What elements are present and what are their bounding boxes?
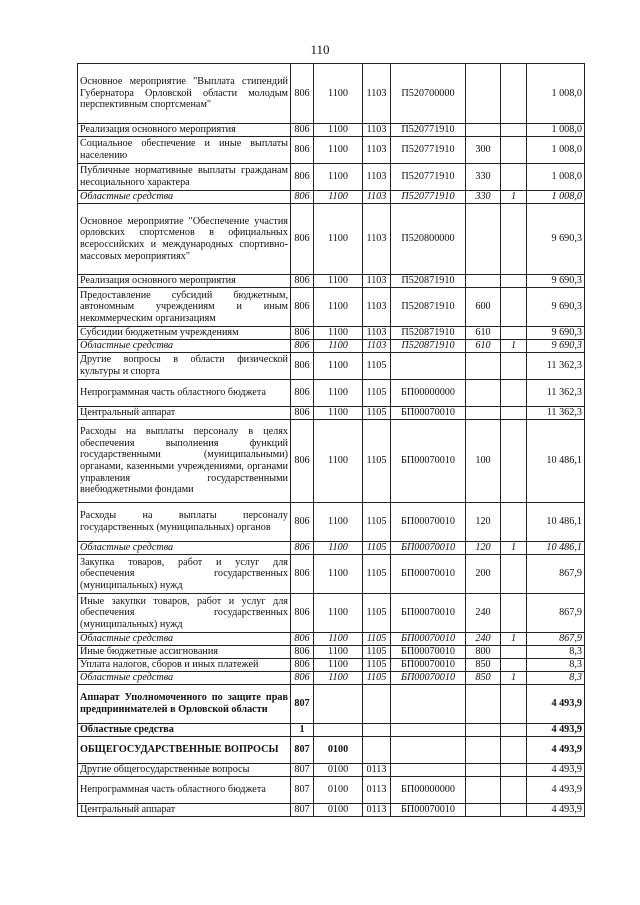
table-row	[78, 555, 585, 594]
table-row	[78, 685, 585, 724]
row-expense-type: 800	[466, 646, 501, 659]
row-section: 1100	[314, 659, 363, 672]
row-target-article: БП00070010	[391, 594, 466, 633]
row-expense-type: 330	[466, 191, 501, 204]
row-funding-source	[501, 288, 527, 327]
row-grbs: 806	[291, 594, 314, 633]
row-grbs: 806	[291, 124, 314, 137]
row-funding-source	[501, 659, 527, 672]
table-row	[78, 164, 585, 191]
row-grbs: 1	[291, 724, 314, 737]
row-amount: 1 008,0	[527, 64, 585, 124]
row-section: 1100	[314, 503, 363, 542]
row-grbs: 807	[291, 777, 314, 804]
row-funding-source	[501, 503, 527, 542]
row-expense-type	[466, 353, 501, 380]
row-name: Основное мероприятие "Выплата стипендий Губернатора Орловской области молодым перспективным спортсменам"	[78, 64, 291, 124]
row-funding-source	[501, 407, 527, 420]
row-funding-source	[501, 380, 527, 407]
row-grbs: 806	[291, 672, 314, 685]
row-grbs: 806	[291, 353, 314, 380]
row-grbs: 806	[291, 542, 314, 555]
row-name: Иные закупки товаров, работ и услуг для обеспечения государственных (муниципальных) нужд	[78, 594, 291, 633]
row-grbs: 806	[291, 380, 314, 407]
row-amount: 1 008,0	[527, 137, 585, 164]
row-target-article: БП00070010	[391, 672, 466, 685]
row-subsection: 1103	[363, 191, 391, 204]
row-target-article: П520700000	[391, 64, 466, 124]
row-expense-type: 240	[466, 594, 501, 633]
row-name: Расходы на выплаты персоналу государственных (муниципальных) органов	[78, 503, 291, 542]
row-expense-type: 850	[466, 672, 501, 685]
row-amount: 4 493,9	[527, 685, 585, 724]
row-name: Центральный аппарат	[78, 407, 291, 420]
row-expense-type: 600	[466, 288, 501, 327]
row-amount: 8,3	[527, 646, 585, 659]
row-name: Непрограммная часть областного бюджета	[78, 380, 291, 407]
row-funding-source: 1	[501, 542, 527, 555]
table-row	[78, 380, 585, 407]
row-section: 1100	[314, 542, 363, 555]
row-name: Иные бюджетные ассигнования	[78, 646, 291, 659]
row-name: Аппарат Уполномоченного по защите прав предпринимателей в Орловской области	[78, 685, 291, 724]
row-target-article	[391, 353, 466, 380]
row-target-article: П520871910	[391, 340, 466, 353]
row-subsection: 1103	[363, 204, 391, 275]
row-grbs: 806	[291, 633, 314, 646]
row-subsection: 1103	[363, 164, 391, 191]
row-target-article	[391, 764, 466, 777]
row-grbs: 807	[291, 764, 314, 777]
row-amount: 9 690,3	[527, 327, 585, 340]
row-amount: 4 493,9	[527, 737, 585, 764]
row-target-article	[391, 737, 466, 764]
row-section: 1100	[314, 204, 363, 275]
row-subsection: 1105	[363, 646, 391, 659]
row-name: Другие общегосударственные вопросы	[78, 764, 291, 777]
row-grbs: 807	[291, 804, 314, 817]
row-amount: 4 493,9	[527, 764, 585, 777]
row-grbs: 807	[291, 737, 314, 764]
row-grbs: 806	[291, 503, 314, 542]
row-subsection: 1105	[363, 633, 391, 646]
budget-table	[77, 63, 585, 817]
row-target-article: П520871910	[391, 327, 466, 340]
row-amount: 867,9	[527, 555, 585, 594]
row-name: Расходы на выплаты персоналу в целях обеспечения выполнения функций государственными (муниципальными) органами, казенными учреждениями, органами управления государственными внебюджетными фондами	[78, 420, 291, 503]
row-expense-type	[466, 764, 501, 777]
row-name: Реализация основного мероприятия	[78, 275, 291, 288]
row-grbs: 806	[291, 327, 314, 340]
row-name: Областные средства	[78, 724, 291, 737]
row-expense-type: 120	[466, 542, 501, 555]
row-amount: 11 362,3	[527, 380, 585, 407]
row-funding-source	[501, 124, 527, 137]
row-expense-type: 120	[466, 503, 501, 542]
row-funding-source	[501, 64, 527, 124]
row-amount: 10 486,1	[527, 503, 585, 542]
row-target-article	[391, 685, 466, 724]
row-funding-source	[501, 137, 527, 164]
row-section: 1100	[314, 594, 363, 633]
row-section: 1100	[314, 380, 363, 407]
row-grbs: 806	[291, 340, 314, 353]
table-row	[78, 340, 585, 353]
row-section: 1100	[314, 353, 363, 380]
row-subsection: 1103	[363, 124, 391, 137]
row-funding-source	[501, 164, 527, 191]
row-funding-source	[501, 555, 527, 594]
row-section: 1100	[314, 288, 363, 327]
row-expense-type	[466, 64, 501, 124]
row-funding-source	[501, 804, 527, 817]
row-subsection	[363, 685, 391, 724]
row-name: Центральный аппарат	[78, 804, 291, 817]
row-target-article	[391, 724, 466, 737]
row-expense-type: 300	[466, 137, 501, 164]
row-grbs: 806	[291, 407, 314, 420]
table-row	[78, 646, 585, 659]
row-amount: 1 008,0	[527, 164, 585, 191]
row-amount: 4 493,9	[527, 804, 585, 817]
row-target-article: БП00070010	[391, 503, 466, 542]
row-name: Реализация основного мероприятия	[78, 124, 291, 137]
row-subsection: 1103	[363, 275, 391, 288]
row-target-article: БП00070010	[391, 420, 466, 503]
row-name: Основное мероприятие "Обеспечение участия орловских спортсменов в официальных всероссийских и международных спортивно-массовых мероприятиях"	[78, 204, 291, 275]
row-name: Другие вопросы в области физической культуры и спорта	[78, 353, 291, 380]
row-funding-source	[501, 646, 527, 659]
row-expense-type: 200	[466, 555, 501, 594]
row-section: 1100	[314, 672, 363, 685]
row-subsection: 1103	[363, 64, 391, 124]
row-funding-source	[501, 420, 527, 503]
row-funding-source	[501, 275, 527, 288]
row-subsection: 1105	[363, 555, 391, 594]
row-expense-type	[466, 380, 501, 407]
row-expense-type: 610	[466, 327, 501, 340]
row-funding-source	[501, 777, 527, 804]
table-row	[78, 503, 585, 542]
row-expense-type	[466, 777, 501, 804]
row-section: 1100	[314, 191, 363, 204]
row-funding-source: 1	[501, 672, 527, 685]
row-funding-source	[501, 327, 527, 340]
row-funding-source: 1	[501, 633, 527, 646]
row-grbs: 806	[291, 646, 314, 659]
row-name: Уплата налогов, сборов и иных платежей	[78, 659, 291, 672]
table-row	[78, 737, 585, 764]
row-grbs: 806	[291, 288, 314, 327]
row-name: Закупка товаров, работ и услуг для обеспечения государственных (муниципальных) нужд	[78, 555, 291, 594]
table-row	[78, 659, 585, 672]
row-expense-type: 330	[466, 164, 501, 191]
row-grbs: 806	[291, 64, 314, 124]
row-name: Областные средства	[78, 191, 291, 204]
row-subsection	[363, 724, 391, 737]
table-row	[78, 764, 585, 777]
row-target-article: БП00070010	[391, 633, 466, 646]
row-subsection: 0113	[363, 764, 391, 777]
row-funding-source: 1	[501, 340, 527, 353]
row-expense-type	[466, 124, 501, 137]
row-section: 0100	[314, 804, 363, 817]
row-amount: 867,9	[527, 633, 585, 646]
row-section: 1100	[314, 407, 363, 420]
row-target-article: БП00070010	[391, 542, 466, 555]
row-amount: 9 690,3	[527, 204, 585, 275]
row-amount: 1 008,0	[527, 191, 585, 204]
row-amount: 11 362,3	[527, 353, 585, 380]
row-name: Областные средства	[78, 672, 291, 685]
row-subsection: 0113	[363, 777, 391, 804]
table-row	[78, 420, 585, 503]
row-subsection: 1105	[363, 542, 391, 555]
row-target-article: БП00000000	[391, 777, 466, 804]
table-row	[78, 191, 585, 204]
table-row	[78, 64, 585, 124]
row-name: Публичные нормативные выплаты гражданам несоциального характера	[78, 164, 291, 191]
table-row	[78, 724, 585, 737]
row-amount: 8,3	[527, 672, 585, 685]
row-target-article: П520771910	[391, 137, 466, 164]
row-section: 1100	[314, 327, 363, 340]
row-amount: 10 486,1	[527, 420, 585, 503]
row-grbs: 806	[291, 164, 314, 191]
row-subsection: 1103	[363, 288, 391, 327]
row-target-article: П520771910	[391, 191, 466, 204]
row-target-article: П520771910	[391, 124, 466, 137]
row-amount: 11 362,3	[527, 407, 585, 420]
row-expense-type	[466, 275, 501, 288]
row-expense-type: 100	[466, 420, 501, 503]
row-section: 0100	[314, 777, 363, 804]
row-section: 1100	[314, 633, 363, 646]
row-grbs: 806	[291, 137, 314, 164]
row-grbs: 806	[291, 555, 314, 594]
row-amount: 867,9	[527, 594, 585, 633]
row-subsection: 1103	[363, 137, 391, 164]
row-section: 1100	[314, 646, 363, 659]
table-row	[78, 353, 585, 380]
table-row	[78, 275, 585, 288]
row-target-article: П520871910	[391, 275, 466, 288]
row-subsection: 1103	[363, 327, 391, 340]
row-funding-source	[501, 353, 527, 380]
row-expense-type	[466, 204, 501, 275]
row-section: 0100	[314, 764, 363, 777]
table-row	[78, 124, 585, 137]
table-row	[78, 594, 585, 633]
table-row	[78, 777, 585, 804]
row-subsection	[363, 737, 391, 764]
row-funding-source	[501, 764, 527, 777]
table-row	[78, 137, 585, 164]
row-target-article: БП00070010	[391, 659, 466, 672]
row-name: Областные средства	[78, 633, 291, 646]
row-expense-type: 240	[466, 633, 501, 646]
row-name: Предоставление субсидий бюджетным, автономным учреждениям и иным некоммерческим организациям	[78, 288, 291, 327]
row-grbs: 806	[291, 275, 314, 288]
row-section: 1100	[314, 340, 363, 353]
table-row	[78, 288, 585, 327]
row-target-article: БП00070010	[391, 555, 466, 594]
row-amount: 8,3	[527, 659, 585, 672]
table-row	[78, 672, 585, 685]
row-section: 1100	[314, 64, 363, 124]
row-amount: 4 493,9	[527, 777, 585, 804]
row-funding-source: 1	[501, 191, 527, 204]
row-funding-source	[501, 737, 527, 764]
table-row	[78, 542, 585, 555]
row-funding-source	[501, 594, 527, 633]
row-subsection: 1105	[363, 594, 391, 633]
row-name: Областные средства	[78, 340, 291, 353]
row-target-article: БП00070010	[391, 646, 466, 659]
row-amount: 9 690,3	[527, 275, 585, 288]
row-name: Субсидии бюджетным учреждениям	[78, 327, 291, 340]
row-section: 1100	[314, 275, 363, 288]
row-expense-type	[466, 685, 501, 724]
row-section: 1100	[314, 420, 363, 503]
row-section: 0100	[314, 737, 363, 764]
row-target-article: БП00070010	[391, 407, 466, 420]
row-subsection: 1105	[363, 659, 391, 672]
row-target-article: П520771910	[391, 164, 466, 191]
row-expense-type: 610	[466, 340, 501, 353]
row-funding-source	[501, 204, 527, 275]
row-grbs: 806	[291, 204, 314, 275]
row-section: 1100	[314, 137, 363, 164]
table-body	[78, 64, 585, 817]
page-number: 110	[310, 42, 330, 57]
row-expense-type	[466, 724, 501, 737]
row-section	[314, 724, 363, 737]
row-target-article: П520800000	[391, 204, 466, 275]
row-expense-type	[466, 407, 501, 420]
row-amount: 4 493,9	[527, 724, 585, 737]
row-amount: 1 008,0	[527, 124, 585, 137]
row-amount: 9 690,3	[527, 340, 585, 353]
row-subsection: 1105	[363, 503, 391, 542]
row-target-article: П520871910	[391, 288, 466, 327]
row-name: ОБЩЕГОСУДАРСТВЕННЫЕ ВОПРОСЫ	[78, 737, 291, 764]
row-grbs: 806	[291, 420, 314, 503]
row-target-article: БП00070010	[391, 804, 466, 817]
row-subsection: 0113	[363, 804, 391, 817]
table-row	[78, 204, 585, 275]
row-subsection: 1105	[363, 380, 391, 407]
row-section: 1100	[314, 555, 363, 594]
table-row	[78, 804, 585, 817]
row-expense-type: 850	[466, 659, 501, 672]
row-section: 1100	[314, 164, 363, 191]
row-funding-source	[501, 724, 527, 737]
row-grbs: 807	[291, 685, 314, 724]
row-subsection: 1105	[363, 353, 391, 380]
row-expense-type	[466, 804, 501, 817]
table-row	[78, 633, 585, 646]
row-subsection: 1103	[363, 340, 391, 353]
row-section: 1100	[314, 124, 363, 137]
row-grbs: 806	[291, 191, 314, 204]
row-grbs: 806	[291, 659, 314, 672]
table-row	[78, 327, 585, 340]
row-subsection: 1105	[363, 420, 391, 503]
row-subsection: 1105	[363, 672, 391, 685]
row-amount: 10 486,1	[527, 542, 585, 555]
row-expense-type	[466, 737, 501, 764]
row-amount: 9 690,3	[527, 288, 585, 327]
row-name: Социальное обеспечение и иные выплаты населению	[78, 137, 291, 164]
table-row	[78, 407, 585, 420]
row-target-article: БП00000000	[391, 380, 466, 407]
row-funding-source	[501, 685, 527, 724]
row-name: Непрограммная часть областного бюджета	[78, 777, 291, 804]
row-name: Областные средства	[78, 542, 291, 555]
row-subsection: 1105	[363, 407, 391, 420]
row-section	[314, 685, 363, 724]
